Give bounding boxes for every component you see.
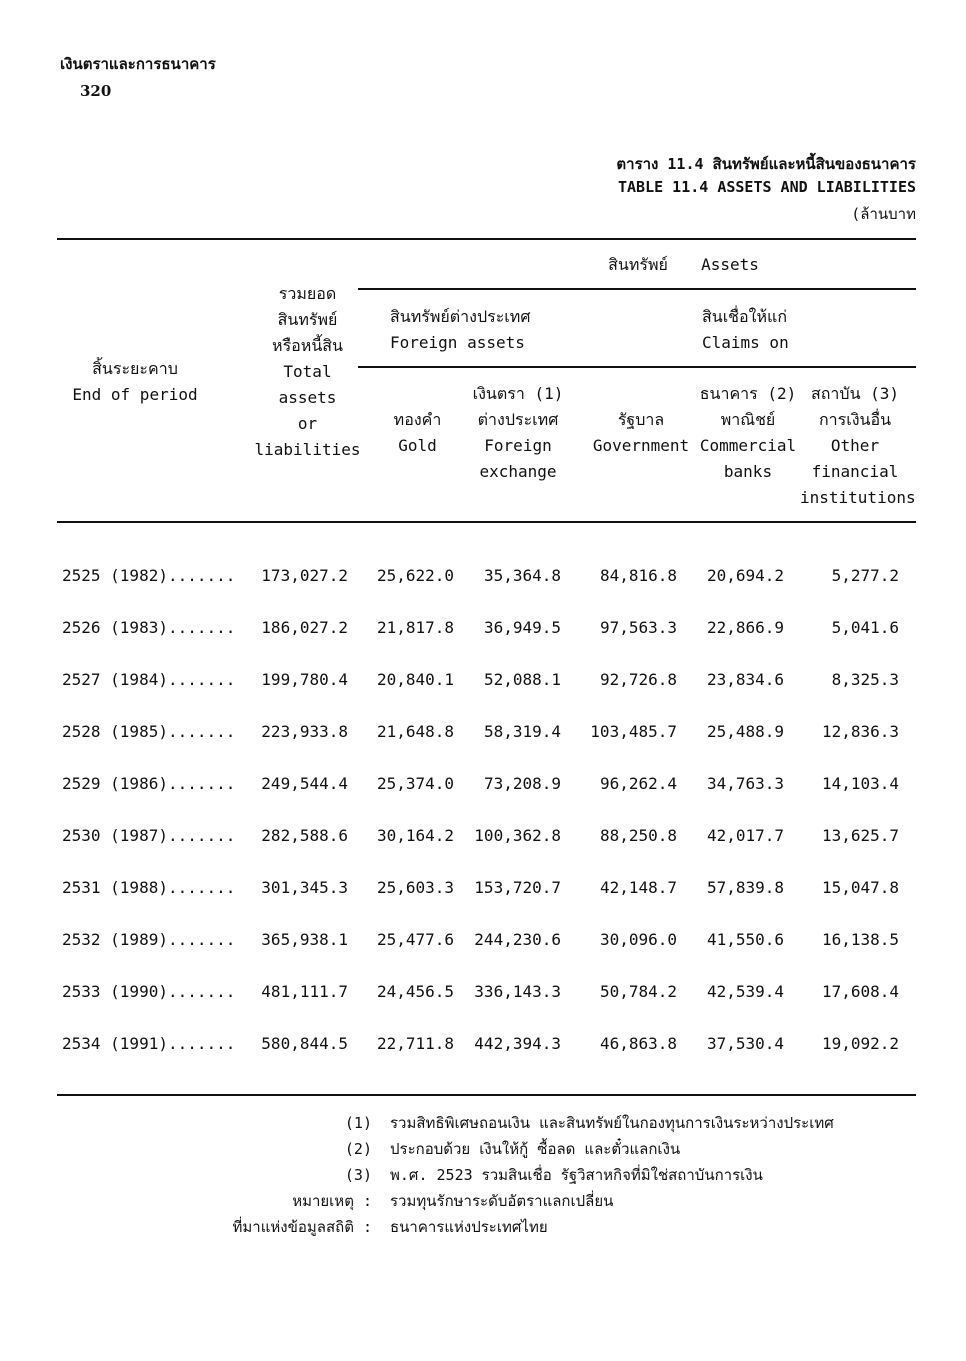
total-cell: 301,345.3 bbox=[261, 878, 348, 897]
assets-header-thai: สินทรัพย์ bbox=[608, 255, 668, 274]
ofi-cell: 16,138.5 bbox=[821, 930, 899, 949]
fx-cell: 336,143.3 bbox=[474, 982, 561, 1001]
header-line: เงินตรา (1) bbox=[472, 384, 564, 403]
period-cell: 2530 (1987)....... bbox=[62, 826, 236, 845]
total-cell: 481,111.7 bbox=[261, 982, 348, 1001]
period-cell: 2531 (1988)....... bbox=[62, 878, 236, 897]
gold-cell: 20,840.1 bbox=[376, 670, 454, 689]
period-cell: 2534 (1991)....... bbox=[62, 1034, 236, 1053]
gold-cell: 30,164.2 bbox=[376, 826, 454, 845]
running-header: เงินตราและการธนาคาร bbox=[60, 55, 216, 73]
gold-cell: 22,711.8 bbox=[376, 1034, 454, 1053]
ofi-cell: 8,325.3 bbox=[831, 670, 899, 689]
banks-cell: 34,763.3 bbox=[706, 774, 784, 793]
top-rule bbox=[57, 238, 916, 240]
total-header bbox=[250, 281, 365, 463]
header-line: หรือหนี้สิน bbox=[272, 336, 343, 355]
government-cell: 84,816.8 bbox=[599, 566, 677, 585]
banks-cell: 22,866.9 bbox=[706, 618, 784, 637]
period-cell: 2526 (1983)....... bbox=[62, 618, 236, 637]
header-line: Commercial bbox=[699, 436, 797, 455]
assets-header-english: Assets bbox=[701, 255, 759, 274]
ofi-cell: 5,277.2 bbox=[831, 566, 899, 585]
subgroup-rule bbox=[358, 366, 916, 368]
banks-header bbox=[698, 381, 798, 485]
header-line: การเงินอื่น bbox=[818, 410, 892, 429]
fx-cell: 36,949.5 bbox=[483, 618, 561, 637]
ofi-cell: 19,092.2 bbox=[821, 1034, 899, 1053]
fx-cell: 58,319.4 bbox=[483, 722, 561, 741]
footnote-text: ประกอบด้วย เงินให้กู้ ซื้อลด และตั๋วแลกเงิน bbox=[390, 1140, 681, 1158]
fx-cell: 73,208.9 bbox=[483, 774, 561, 793]
footnote-text: รวมทุนรักษาระดับอัตราแลกเปลี่ยน bbox=[390, 1192, 614, 1210]
fx-cell: 153,720.7 bbox=[474, 878, 561, 897]
fx-cell: 442,394.3 bbox=[474, 1034, 561, 1053]
banks-cell: 23,834.6 bbox=[706, 670, 784, 689]
ofi-cell: 12,836.3 bbox=[821, 722, 899, 741]
footnote-mark: (1) bbox=[344, 1114, 372, 1132]
header-line: assets bbox=[278, 388, 337, 407]
banks-cell: 42,017.7 bbox=[706, 826, 784, 845]
header-line: สถาบัน (3) bbox=[810, 384, 900, 403]
table-title-thai: ตาราง 11.4 สินทรัพย์และหนี้สินของธนาคาร bbox=[616, 155, 916, 173]
banks-cell: 20,694.2 bbox=[706, 566, 784, 585]
period-cell: 2529 (1986)....... bbox=[62, 774, 236, 793]
period-cell: 2528 (1985)....... bbox=[62, 722, 236, 741]
fx-cell: 244,230.6 bbox=[474, 930, 561, 949]
ofi-cell: 14,103.4 bbox=[821, 774, 899, 793]
banks-cell: 57,839.8 bbox=[706, 878, 784, 897]
header-line: banks bbox=[723, 462, 773, 481]
header-line: Foreign bbox=[484, 436, 552, 455]
total-cell: 365,938.1 bbox=[261, 930, 348, 949]
period-cell: 2532 (1989)....... bbox=[62, 930, 236, 949]
government-cell: 30,096.0 bbox=[599, 930, 677, 949]
total-cell: 249,544.4 bbox=[261, 774, 348, 793]
government-cell: 96,262.4 bbox=[599, 774, 677, 793]
government-cell: 103,485.7 bbox=[590, 722, 677, 741]
gold-cell: 21,817.8 bbox=[376, 618, 454, 637]
header-line: Total bbox=[283, 362, 332, 381]
banks-cell: 41,550.6 bbox=[706, 930, 784, 949]
government-cell: 50,784.2 bbox=[599, 982, 677, 1001]
header-line: ต่างประเทศ bbox=[477, 410, 559, 429]
header-bottom-rule bbox=[57, 521, 916, 523]
gold-cell: 24,456.5 bbox=[376, 982, 454, 1001]
ofi-cell: 17,608.4 bbox=[821, 982, 899, 1001]
gold-cell: 21,648.8 bbox=[376, 722, 454, 741]
table-title-english: TABLE 11.4 ASSETS AND LIABILITIES bbox=[617, 178, 916, 196]
footnote-mark: (2) bbox=[344, 1140, 372, 1158]
period-header: สิ้นระยะคาบ End of period bbox=[72, 359, 198, 404]
claims-header: สินเชื่อให้แก่ Claims on bbox=[702, 307, 789, 352]
gold-header: ทองคำ Gold bbox=[393, 410, 442, 455]
header-line: liabilities bbox=[254, 440, 361, 459]
header-line: or bbox=[297, 414, 318, 433]
banks-cell: 42,539.4 bbox=[706, 982, 784, 1001]
government-cell: 92,726.8 bbox=[599, 670, 677, 689]
government-cell: 88,250.8 bbox=[599, 826, 677, 845]
footnote-text: รวมสิทธิพิเศษถอนเงิน และสินทรัพย์ในกองทุนการเงินระหว่างประเทศ bbox=[390, 1114, 834, 1132]
gold-cell: 25,477.6 bbox=[376, 930, 454, 949]
ofi-cell: 15,047.8 bbox=[821, 878, 899, 897]
period-cell: 2533 (1990)....... bbox=[62, 982, 236, 1001]
fx-header bbox=[468, 381, 568, 485]
foreign-assets-header: สินทรัพย์ต่างประเทศ Foreign assets bbox=[390, 307, 531, 352]
header-line: institutions bbox=[800, 488, 916, 507]
gold-cell: 25,374.0 bbox=[376, 774, 454, 793]
header-line: financial bbox=[811, 462, 899, 481]
assets-rule bbox=[358, 288, 916, 290]
header-line: รวมยอด bbox=[278, 284, 337, 303]
bottom-rule bbox=[57, 1094, 916, 1096]
period-cell: 2527 (1984)....... bbox=[62, 670, 236, 689]
total-cell: 186,027.2 bbox=[261, 618, 348, 637]
government-cell: 46,863.8 bbox=[599, 1034, 677, 1053]
footnote-mark: (3) bbox=[344, 1166, 372, 1184]
footnote-mark: หมายเหตุ : bbox=[292, 1192, 372, 1210]
total-cell: 580,844.5 bbox=[261, 1034, 348, 1053]
gold-cell: 25,622.0 bbox=[376, 566, 454, 585]
header-line: ธนาคาร (2) bbox=[699, 384, 797, 403]
government-cell: 42,148.7 bbox=[599, 878, 677, 897]
period-cell: 2525 (1982)....... bbox=[62, 566, 236, 585]
footnote-text: ธนาคารแห่งประเทศไทย bbox=[390, 1218, 548, 1236]
page-number: 320 bbox=[80, 82, 112, 100]
header-line: exchange bbox=[479, 462, 557, 481]
header-line: พาณิชย์ bbox=[720, 410, 776, 429]
fx-cell: 52,088.1 bbox=[483, 670, 561, 689]
footnote-text: พ.ศ. 2523 รวมสินเชื่อ รัฐวิสาหกิจที่มิใช่สถาบันการเงิน bbox=[390, 1166, 763, 1184]
ofi-header bbox=[800, 381, 916, 511]
gold-cell: 25,603.3 bbox=[376, 878, 454, 897]
total-cell: 173,027.2 bbox=[261, 566, 348, 585]
ofi-cell: 5,041.6 bbox=[831, 618, 899, 637]
total-cell: 282,588.6 bbox=[261, 826, 348, 845]
government-cell: 97,563.3 bbox=[599, 618, 677, 637]
header-line: Other bbox=[830, 436, 880, 455]
government-header: รัฐบาล Government bbox=[592, 410, 690, 455]
unit-label: (ล้านบาท bbox=[851, 205, 916, 223]
fx-cell: 100,362.8 bbox=[474, 826, 561, 845]
footnote-mark: ที่มาแห่งข้อมูลสถิติ : bbox=[232, 1218, 372, 1236]
header-line: สินทรัพย์ bbox=[277, 310, 338, 329]
fx-cell: 35,364.8 bbox=[483, 566, 561, 585]
total-cell: 223,933.8 bbox=[261, 722, 348, 741]
ofi-cell: 13,625.7 bbox=[821, 826, 899, 845]
banks-cell: 37,530.4 bbox=[706, 1034, 784, 1053]
banks-cell: 25,488.9 bbox=[706, 722, 784, 741]
total-cell: 199,780.4 bbox=[261, 670, 348, 689]
